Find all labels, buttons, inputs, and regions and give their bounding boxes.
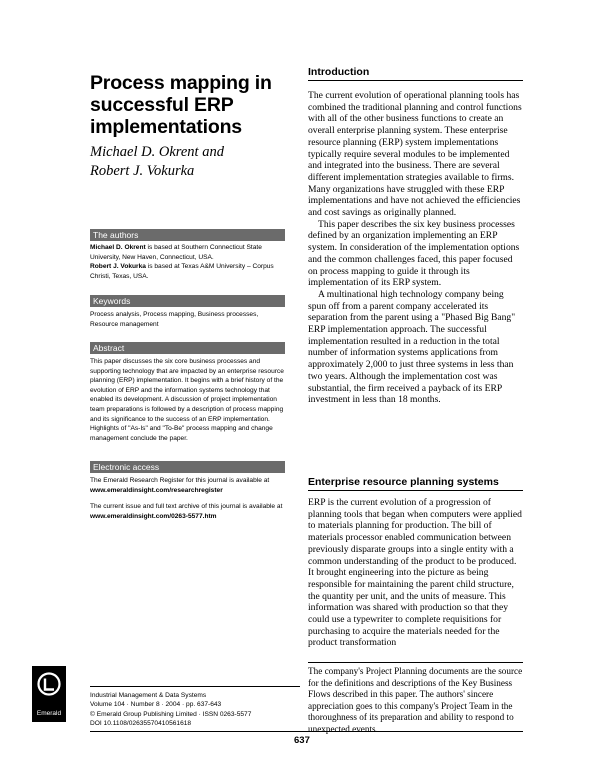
introduction-heading: Introduction — [308, 66, 370, 78]
erp-section-rule — [308, 490, 523, 491]
erp-section-heading: Enterprise resource planning systems — [308, 476, 499, 488]
emerald-emblem-icon — [32, 666, 66, 706]
author-names — [90, 143, 290, 181]
keywords-text: Process analysis, Process mapping, Business processes, Resource management — [90, 311, 259, 328]
intro-paragraph-2: This paper describes the six key business processes defined by an organization implementing an ERP system. In consideration of the implementation options and the common challenges faced, this paper focused on process mapping to guide it through its implementation of its ERP system. — [308, 218, 520, 289]
journal-info — [90, 691, 300, 729]
electronic-access-header: Electronic access — [90, 461, 285, 473]
abstract-section-header: Abstract — [90, 342, 285, 354]
archive-note: The current issue and full text archive of this journal is available at — [90, 503, 283, 511]
authors-section-header: The authors — [90, 229, 285, 241]
author-1-name: Michael D. Okrent — [90, 244, 146, 251]
erp-section-body: ERP is the current evolution of a progression of planning tools that began when computers were applied to materials planning for production. The bill of materials processor enabled communication between previously disparate groups into a single entity with a common understanding of the product to be produced. It brought engineering into the picture as being responsible for maintaining the parent child structure, the quantity per unit, and the units of measure. This information was shared with production so that they could use a typewriter to complete requisitions for purchasing to acquire the materials needed for the product transformation — [308, 497, 522, 649]
journal-copyright: © Emerald Group Publishing Limited · ISSN 0263-5577 — [90, 710, 252, 718]
article-title: Process mapping in successful ERP implementations — [90, 72, 272, 138]
introduction-body — [308, 90, 523, 406]
intro-paragraph-3: A multinational high technology company being spun off from a parent company accelerated its separation from the parent using a "Phased Big Bang" ERP implementation approach. The successful implementation resulted in a reduction in the total number of information systems applications from approximately 2,000 to just three systems in less than two years. Although the implementation cost was substantial, the firm received a payback of its ERP investment in less than 18 months. — [308, 288, 516, 406]
keywords-section-header: Keywords — [90, 295, 285, 307]
author-2-name: Robert J. Vokurka — [90, 263, 146, 271]
journal-archive-link[interactable]: www.emeraldinsight.com/0263-5577.htm — [90, 512, 217, 520]
author-line-2: Robert J. Vokurka — [90, 163, 195, 179]
page-number: 637 — [294, 735, 310, 746]
journal-info-rule — [90, 686, 300, 687]
journal-doi: DOI 10.1108/02635570410561618 — [90, 720, 192, 728]
research-register-note: The Emerald Research Register for this journal is available at — [90, 477, 270, 484]
page-bottom-rule — [90, 731, 523, 732]
introduction-rule — [308, 80, 523, 81]
journal-volume: Volume 104 · Number 8 · 2004 · pp. 637-643 — [90, 701, 222, 709]
authors-section-text — [90, 243, 285, 281]
journal-name: Industrial Management & Data Systems — [90, 692, 207, 699]
acknowledgement-footnote: The company's Project Planning documents are the source for the definitions and descriptions of the Key Business Flows described in this paper. The authors' sincere appreciation goes to this company's Project Team in the thoroughness of its preparation and ability to respond to unexpected events. — [308, 666, 523, 734]
logo-label: Emerald — [36, 710, 62, 717]
electronic-access-text — [90, 476, 285, 521]
research-register-link[interactable]: www.emeraldinsight.com/researchregister — [90, 486, 223, 494]
publisher-logo — [32, 666, 66, 722]
author-line-1: Michael D. Okrent and — [90, 144, 224, 160]
abstract-text: This paper discusses the six core business processes and supporting technology that are impacted by an enterprise resource planning (ERP) implementation. It begins with a brief history of the evolution of ERP and the information systems technology that enabled its development. A discussion of project implementation team preparations is followed by a description of process mapping and its significance to the success of an ERP implementation. Highlights of "As-Is" and "To-Be" process mapping and change management conclude the paper. — [90, 358, 284, 442]
author-2-affiliation: is based at Texas A&M University – Corpus Christi, Texas, USA. — [90, 263, 274, 280]
intro-paragraph-1: The current evolution of operational planning tools has combined the traditional planning and control functions with all of the other business functions to create an overall enterprise planning system. These enterprise resource planning (ERP) system implementations typically require several modules to be implemented and integrated into the business. There are several different implementation strategies available to firms. Many organizations have struggled with these ERP implementations and have not achieved the efficiencies and cost savings as originally planned. — [308, 90, 522, 219]
author-1-affiliation: is based at Southern Connecticut State University, New Haven, Connecticut, USA. — [90, 244, 262, 261]
footnote-rule — [308, 662, 523, 663]
